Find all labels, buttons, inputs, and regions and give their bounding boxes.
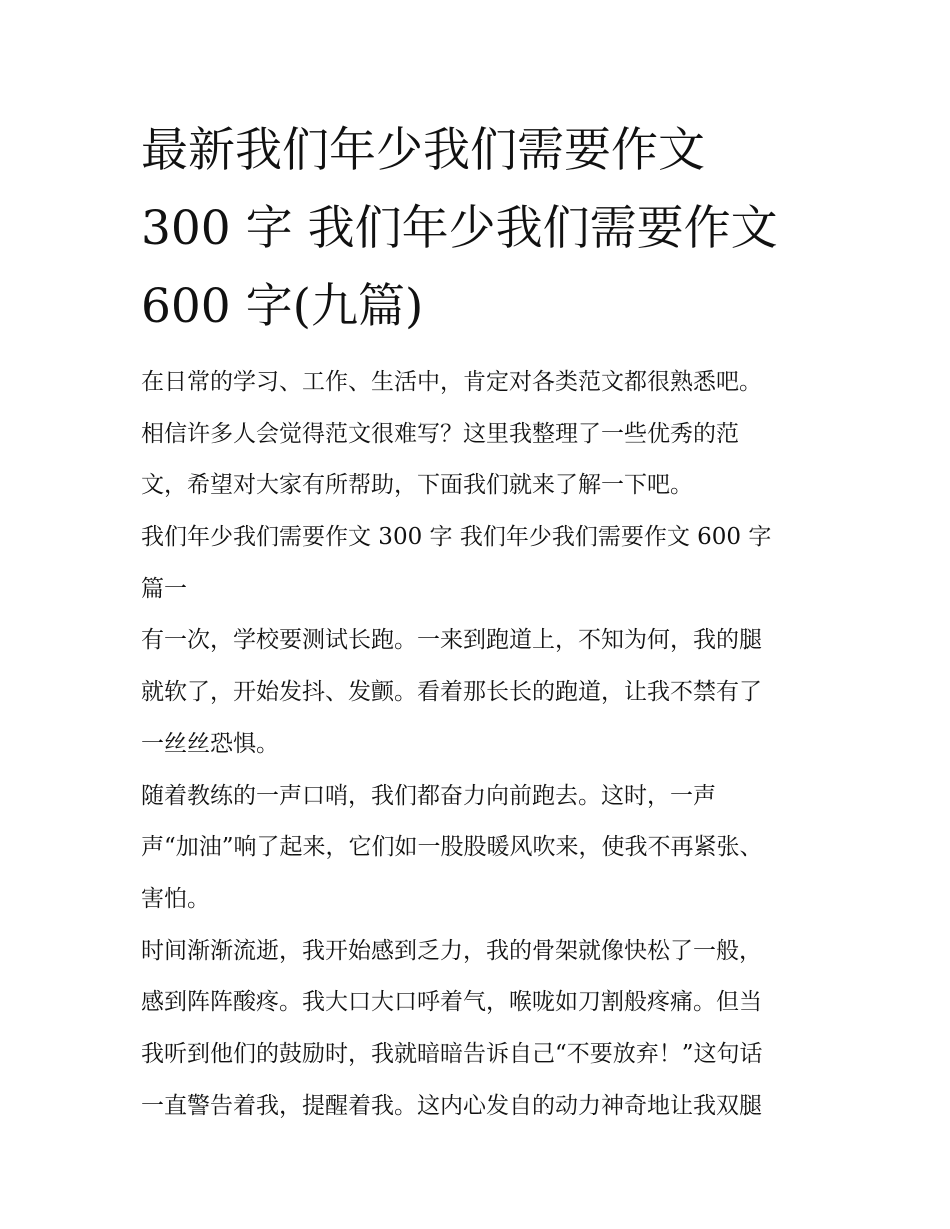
body-line: 相信许多人会觉得范文很难写？这里我整理了一些优秀的范 [141, 420, 739, 447]
document-body [141, 357, 821, 1132]
section-heading-line: 我们年少我们需要作文 300 字 我们年少我们需要作文 600 字 [141, 524, 772, 551]
document-title [141, 112, 821, 346]
body-line: 就软了，开始发抖、发颤。看着那长长的跑道，让我不禁有了 [141, 679, 762, 706]
title-line: 300 字 我们年少我们需要作文 [141, 201, 778, 256]
body-line: 有一次，学校要测试长跑。一来到跑道上，不知为何，我的腿 [141, 627, 762, 654]
title-line: 最新我们年少我们需要作文 [141, 123, 705, 178]
body-line: 害怕。 [141, 885, 210, 912]
body-line: 一丝丝恐惧。 [141, 730, 279, 757]
body-line: 感到阵阵酸疼。我大口大口呼着气，喉咙如刀割般疼痛。但当 [141, 989, 762, 1016]
body-line: 文，希望对大家有所帮助，下面我们就来了解一下吧。 [141, 472, 693, 499]
body-line: 一直警告着我，提醒着我。这内心发自的动力神奇地让我双腿 [141, 1092, 762, 1119]
body-line: 在日常的学习、工作、生活中，肯定对各类范文都很熟悉吧。 [141, 369, 762, 395]
body-line: 时间渐渐流逝，我开始感到乏力，我的骨架就像快松了一般， [141, 937, 762, 964]
section-heading-line: 篇一 [141, 575, 187, 602]
title-line: 600 字(九篇) [141, 279, 424, 334]
body-line: 声“加油”响了起来，它们如一股股暖风吹来，使我不再紧张、 [141, 834, 763, 861]
body-line: 随着教练的一声口哨，我们都奋力向前跑去。这时，一声 [141, 782, 716, 809]
body-line: 我听到他们的鼓励时，我就暗暗告诉自己“不要放弃！”这句话 [141, 1040, 763, 1067]
